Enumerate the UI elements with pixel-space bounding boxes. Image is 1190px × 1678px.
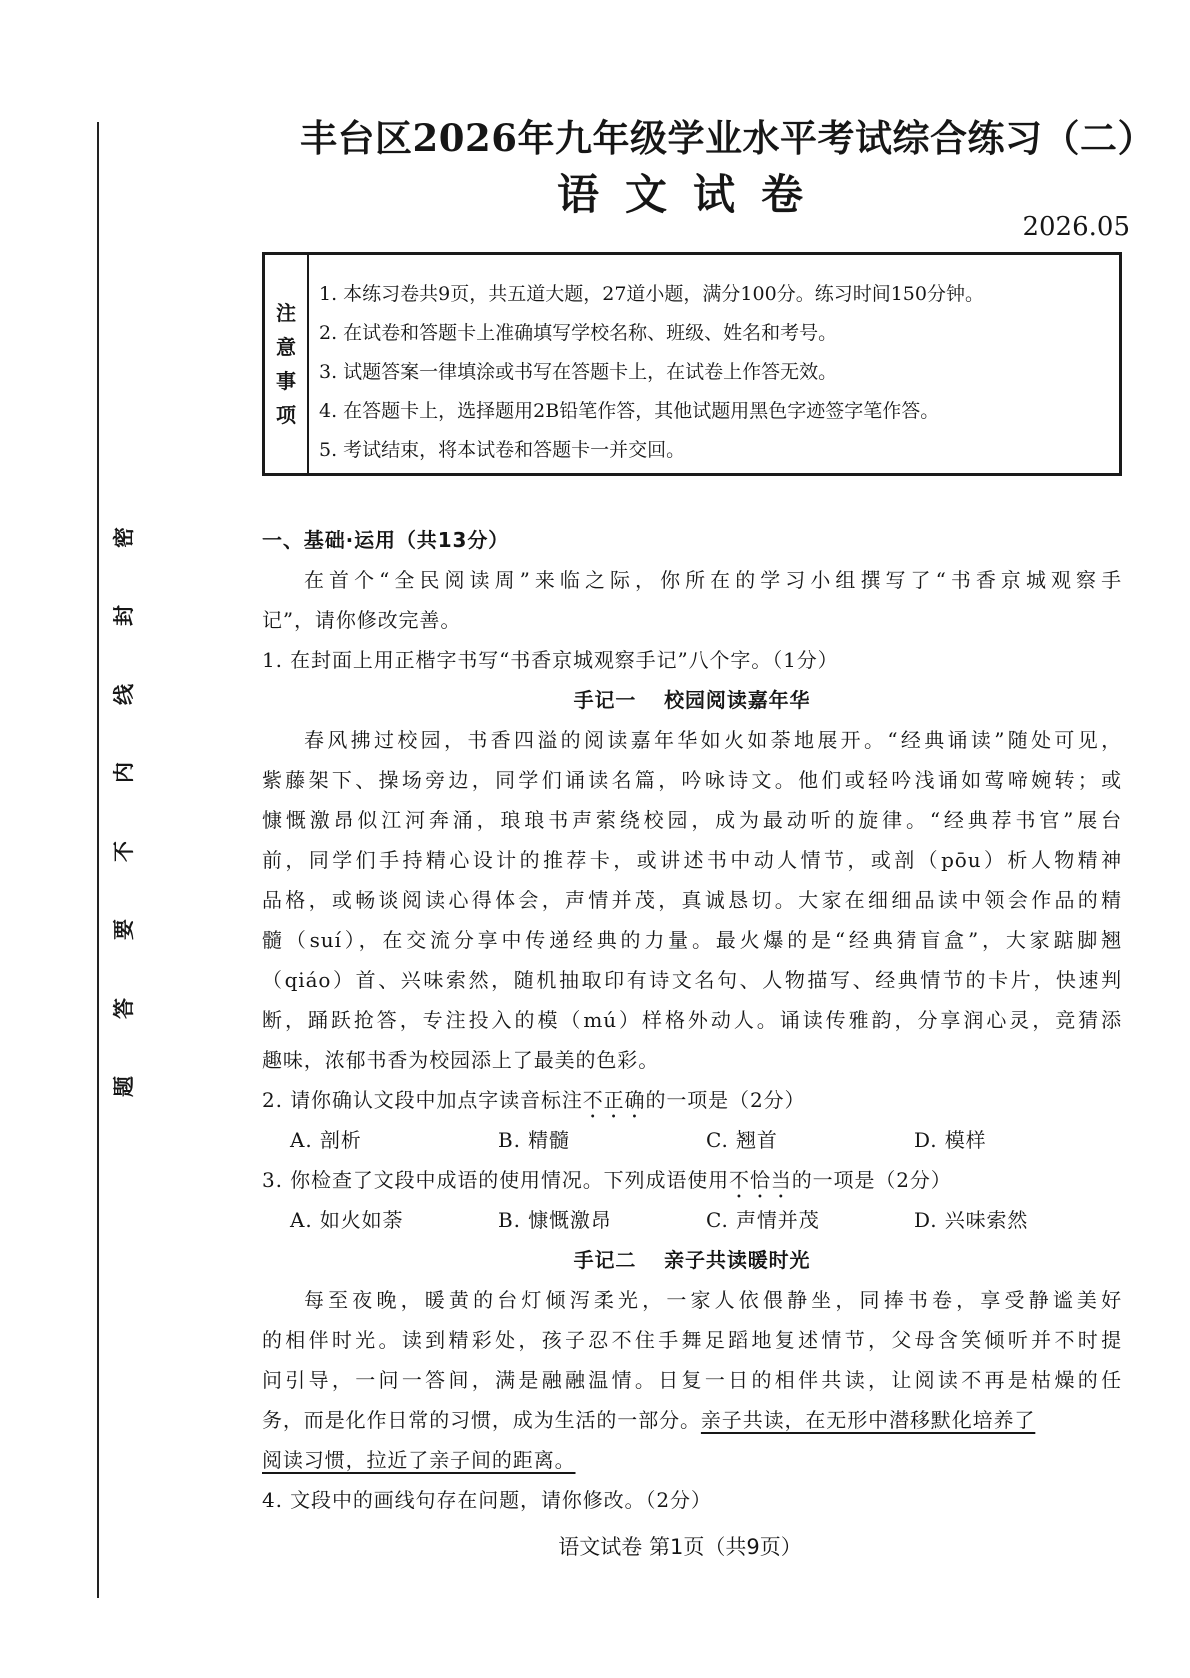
notice-heading: [265, 255, 309, 473]
notice-heading-char: 意: [276, 335, 296, 359]
notice-heading-char: 事: [276, 369, 296, 393]
binding-char: 要: [111, 919, 136, 941]
binding-char: 密: [111, 527, 136, 548]
binding-char: 内: [111, 762, 136, 784]
option-d: D. 模样: [914, 1128, 987, 1152]
binding-char: 题: [111, 1075, 136, 1097]
notice-item: 2. 在试卷和答题卡上准确填写学校名称、班级、姓名和考号。: [319, 322, 838, 344]
notice-heading-char: 项: [276, 403, 296, 427]
binding-char: 答: [111, 997, 136, 1019]
passage-line: 断，踊跃抢答，专注投入的模（mú）样格外动人。诵读传雅韵，分享润心灵，竞猜添: [262, 1008, 1122, 1032]
passage-line: （qiáo）首、兴味索然，随机抽取印有诗文名句、人物描写、经典情节的卡片，快速判: [262, 968, 1122, 992]
passage-line: 问引导，一问一答间，满是融融温情。日复一日的相伴共读，让阅读不再是枯燥的任: [262, 1368, 1122, 1392]
exam-title: 丰台区2026年九年级学业水平考试综合练习（二）: [300, 116, 1155, 160]
passage-text: 务，而是化作日常的习惯，成为生活的一部分。: [262, 1408, 701, 1432]
option-b: B. 精髓: [498, 1128, 570, 1152]
passage-line: 慷慨激昂似江河奔涌，琅琅书声萦绕校园，成为最动听的旋律。“经典荐书官”展台: [262, 808, 1122, 832]
binding-char: 封: [111, 605, 136, 627]
question-2: [262, 1080, 1122, 1120]
emphasis-dotted: 不正确: [582, 1088, 646, 1112]
page-footer: 语文试卷 第1页（共9页）: [558, 1535, 802, 1559]
intro-line: 在首个“全民阅读周”来临之际，你所在的学习小组撰写了“书香京城观察手: [304, 568, 1122, 592]
emphasis-dotted: 不恰当: [729, 1168, 792, 1192]
notice-item: 5. 考试结束，将本试卷和答题卡一并交回。: [319, 439, 686, 461]
notice-list: [309, 255, 1119, 473]
option-a: A. 如火如荼: [290, 1208, 404, 1232]
notice-item: 4. 在答题卡上，选择题用2B铅笔作答，其他试题用黑色字迹签字笔作答。: [319, 400, 940, 422]
exam-date: 2026.05: [1022, 212, 1130, 242]
question-2-text: 2. 请你确认文段中加点字读音标注: [262, 1088, 583, 1112]
intro-line: 记”，请你修改完善。: [262, 608, 462, 632]
binding-char: 线: [111, 683, 136, 705]
passage-line: 春风拂过校园，书香四溢的阅读嘉年华如火如荼地展开。“经典诵读”随处可见，: [304, 728, 1122, 752]
underlined-sentence: 亲子共读，在无形中潜移默化培养了: [700, 1408, 1036, 1432]
binding-char: 不: [111, 840, 136, 862]
notice-item: 1. 本练习卷共9页，共五道大题，27道小题，满分100分。练习时间150分钟。: [319, 283, 984, 305]
exam-subtitle: 语文试卷: [556, 170, 829, 219]
section-content: [262, 520, 1122, 1520]
notice-box: [262, 252, 1122, 476]
notice-heading-char: 注: [276, 301, 296, 325]
note-1-title: 手记一 校园阅读嘉年华: [573, 688, 811, 712]
underlined-sentence: 阅读习惯，拉近了亲子间的距离。: [262, 1448, 576, 1472]
question-4: 4. 文段中的画线句存在问题，请你修改。（2分）: [262, 1488, 712, 1512]
binding-line: [97, 122, 99, 1598]
question-2-options: [262, 1120, 1122, 1160]
passage-line: 紫藤架下、操场旁边，同学们诵读名篇，吟咏诗文。他们或轻吟浅诵如莺啼婉转；或: [262, 768, 1122, 792]
note-2-title: 手记二 亲子共读暖时光: [573, 1248, 811, 1272]
passage-line: 髓（suí），在交流分享中传递经典的力量。最火爆的是“经典猜盲盒”，大家踮脚翘: [262, 928, 1122, 952]
question-3: [262, 1160, 1122, 1200]
section-title: 一、基础·运用（共13分）: [262, 528, 510, 552]
option-d: D. 兴味索然: [914, 1208, 1029, 1232]
option-c: C. 翘首: [706, 1128, 778, 1152]
passage-line: 前，同学们手持精心设计的推荐卡，或讲述书中动人情节，或剖（pōu）析人物精神: [262, 848, 1122, 872]
question-3-text: 3. 你检查了文段中成语的使用情况。下列成语使用: [262, 1168, 730, 1192]
option-b: B. 慷慨激昂: [498, 1208, 612, 1232]
passage-line: [262, 1400, 1122, 1440]
question-2-text: 的一项是（2分）: [645, 1088, 806, 1112]
passage-line: 趣味，浓郁书香为校园添上了最美的色彩。: [262, 1048, 660, 1072]
option-a: A. 剖析: [290, 1128, 362, 1152]
option-c: C. 声情并茂: [706, 1208, 820, 1232]
passage-line: 品格，或畅谈阅读心得体会，声情并茂，真诚恳切。大家在细细品读中领会作品的精: [262, 888, 1122, 912]
question-1: 1. 在封面上用正楷字书写“书香京城观察手记”八个字。（1分）: [262, 648, 839, 672]
notice-item: 3. 试题答案一律填涂或书写在答题卡上，在试卷上作答无效。: [319, 361, 838, 383]
passage-line: [262, 1440, 1122, 1480]
question-3-options: [262, 1200, 1122, 1240]
question-3-text: 的一项是（2分）: [791, 1168, 952, 1192]
passage-line: 每至夜晚，暖黄的台灯倾泻柔光，一家人依偎静坐，同捧书卷，享受静谧美好: [304, 1288, 1122, 1312]
binding-warning: [107, 527, 141, 1097]
passage-line: 的相伴时光。读到精彩处，孩子忍不住手舞足蹈地复述情节，父母含笑倾听并不时提: [262, 1328, 1122, 1352]
